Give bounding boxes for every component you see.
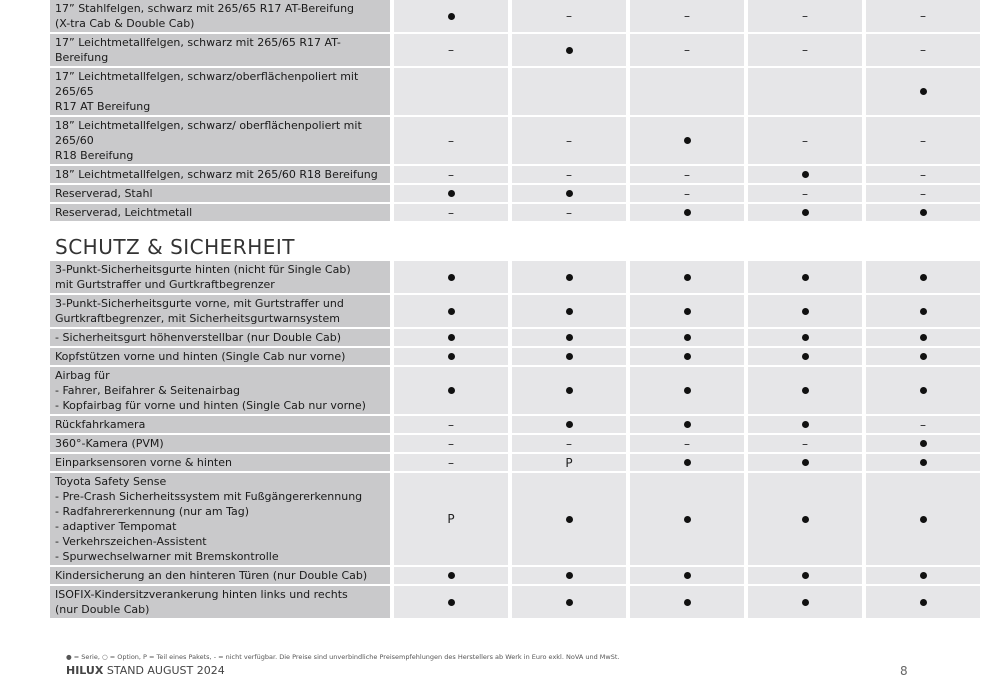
standard-dot-icon [448, 308, 455, 315]
standard-dot-icon [920, 209, 927, 216]
availability-cell [630, 586, 744, 618]
feature-label [50, 295, 390, 327]
feature-label-line: 17” Leichtmetallfelgen, schwarz/oberflächenpoliert mit 265/65 [55, 70, 359, 98]
availability-cell [866, 185, 980, 202]
availability-cell [630, 416, 744, 433]
availability-cell [512, 261, 626, 293]
availability-cell [394, 473, 508, 565]
availability-cell [630, 367, 744, 414]
standard-dot-icon [684, 353, 691, 360]
table-row [50, 586, 985, 618]
availability-cell [512, 0, 626, 32]
feature-label [50, 166, 390, 183]
standard-dot-icon [684, 599, 691, 606]
availability-cell [748, 185, 862, 202]
feature-label-line: mit Gurtstraffer und Gurtkraftbegrenzer [55, 278, 275, 291]
availability-cell [394, 261, 508, 293]
not-available-mark: – [920, 9, 926, 23]
availability-cell [512, 166, 626, 183]
not-available-mark: – [684, 9, 690, 23]
availability-cell [748, 204, 862, 221]
availability-cell [748, 329, 862, 346]
not-available-mark: – [566, 205, 572, 220]
availability-cell [630, 204, 744, 221]
standard-dot-icon [802, 353, 809, 360]
availability-cell [512, 435, 626, 452]
standard-dot-icon [684, 387, 691, 394]
table-row [50, 185, 985, 202]
standard-dot-icon [684, 308, 691, 315]
feature-label [50, 329, 390, 346]
not-available-mark: – [920, 186, 926, 201]
not-available-mark: – [566, 133, 572, 148]
table-row [50, 416, 985, 433]
standard-dot-icon [802, 387, 809, 394]
feature-label-line: Reserverad, Stahl [55, 187, 153, 200]
feature-label-line: 17” Leichtmetallfelgen, schwarz mit 265/65 R17 AT-Bereifung [55, 36, 341, 64]
availability-cell [866, 68, 980, 115]
availability-cell [630, 0, 744, 32]
footer-brand: HILUX [66, 664, 104, 677]
availability-cell [394, 166, 508, 183]
availability-cell [394, 204, 508, 221]
availability-cell [512, 295, 626, 327]
feature-label-line: 18” Leichtmetallfelgen, schwarz mit 265/60 R18 Bereifung [55, 168, 378, 181]
availability-cell [866, 295, 980, 327]
not-available-mark: – [448, 43, 454, 57]
table-row [50, 329, 985, 346]
availability-cell [866, 117, 980, 164]
availability-cell [748, 367, 862, 414]
availability-cell [394, 435, 508, 452]
feature-label-line: 360°-Kamera (PVM) [55, 437, 164, 450]
not-available-mark: – [802, 43, 808, 57]
feature-label [50, 34, 390, 66]
availability-cell [866, 329, 980, 346]
standard-dot-icon [920, 387, 927, 394]
availability-cell [630, 34, 744, 66]
standard-dot-icon [920, 88, 927, 95]
standard-dot-icon [448, 387, 455, 394]
feature-label-line: R18 Bereifung [55, 149, 134, 162]
feature-label-line: 3-Punkt-Sicherheitsgurte vorne, mit Gurtstraffer und [55, 297, 344, 310]
not-available-mark: – [920, 43, 926, 57]
not-available-mark: – [448, 436, 454, 451]
availability-cell [630, 329, 744, 346]
availability-cell [394, 329, 508, 346]
availability-cell [394, 68, 508, 115]
feature-label-line: Rückfahrkamera [55, 418, 146, 431]
availability-cell [394, 586, 508, 618]
standard-dot-icon [448, 599, 455, 606]
availability-cell [748, 261, 862, 293]
availability-cell [748, 68, 862, 115]
table-row [50, 166, 985, 183]
standard-dot-icon [566, 353, 573, 360]
standard-dot-icon [566, 334, 573, 341]
page-footer [66, 664, 225, 677]
standard-dot-icon [920, 572, 927, 579]
availability-cell [630, 117, 744, 164]
availability-cell [512, 185, 626, 202]
feature-label-line: (X-tra Cab & Double Cab) [55, 17, 195, 30]
table-row [50, 435, 985, 452]
availability-cell [866, 567, 980, 584]
feature-label-line: Kindersicherung an den hinteren Türen (nur Double Cab) [55, 569, 368, 582]
availability-cell [394, 117, 508, 164]
availability-cell [748, 567, 862, 584]
feature-label [50, 367, 390, 414]
not-available-mark: – [684, 167, 690, 182]
availability-cell [866, 348, 980, 365]
standard-dot-icon [802, 572, 809, 579]
feature-label-line: - Sicherheitsgurt höhenverstellbar (nur Double Cab) [55, 331, 342, 344]
availability-cell [394, 348, 508, 365]
table-row [50, 34, 985, 66]
standard-dot-icon [684, 274, 691, 281]
not-available-mark: – [920, 167, 926, 182]
availability-cell [866, 435, 980, 452]
standard-dot-icon [802, 421, 809, 428]
availability-cell [866, 586, 980, 618]
table-row [50, 367, 985, 414]
availability-cell [630, 68, 744, 115]
standard-dot-icon [566, 572, 573, 579]
feature-label [50, 416, 390, 433]
feature-label-line: Kopfstützen vorne und hinten (Single Cab nur vorne) [55, 350, 346, 363]
availability-cell [512, 204, 626, 221]
availability-cell [512, 567, 626, 584]
not-available-mark: – [920, 133, 926, 148]
standard-dot-icon [684, 209, 691, 216]
availability-cell [748, 435, 862, 452]
standard-dot-icon [920, 308, 927, 315]
availability-cell [512, 329, 626, 346]
standard-dot-icon [448, 353, 455, 360]
availability-cell [748, 117, 862, 164]
table-row [50, 567, 985, 584]
availability-cell [630, 473, 744, 565]
standard-dot-icon [566, 387, 573, 394]
not-available-mark: – [448, 133, 454, 148]
standard-dot-icon [684, 516, 691, 523]
feature-label-line: 18” Leichtmetallfelgen, schwarz/ oberflächenpoliert mit 265/60 [55, 119, 362, 147]
availability-cell [866, 166, 980, 183]
feature-label-line: - Pre-Crash Sicherheitssystem mit Fußgängererkennung [55, 490, 363, 503]
feature-label [50, 348, 390, 365]
equipment-sheet [50, 0, 985, 620]
package-mark: P [447, 512, 455, 526]
not-available-mark: – [448, 417, 454, 432]
availability-cell [394, 0, 508, 32]
availability-cell [866, 473, 980, 565]
feature-label-line: 3-Punkt-Sicherheitsgurte hinten (nicht für Single Cab) [55, 263, 351, 276]
standard-dot-icon [920, 516, 927, 523]
equipment-table-wheels [50, 0, 985, 223]
availability-cell [748, 0, 862, 32]
standard-dot-icon [566, 47, 573, 54]
standard-dot-icon [802, 274, 809, 281]
feature-label-line: Einparksensoren vorne & hinten [55, 456, 232, 469]
feature-label-line: - Kopfairbag für vorne und hinten (Single Cab nur vorne) [55, 399, 366, 412]
table-row [50, 473, 985, 565]
availability-cell [512, 117, 626, 164]
feature-label-line: - Verkehrszeichen-Assistent [55, 535, 207, 548]
feature-label-line: - Spurwechselwarner mit Bremskontrolle [55, 550, 279, 563]
not-available-mark: – [802, 186, 808, 201]
not-available-mark: – [802, 133, 808, 148]
standard-dot-icon [920, 459, 927, 466]
standard-dot-icon [802, 308, 809, 315]
availability-cell [748, 166, 862, 183]
feature-label-line: 17” Stahlfelgen, schwarz mit 265/65 R17 AT-Bereifung [55, 2, 355, 15]
availability-cell [394, 416, 508, 433]
standard-dot-icon [566, 599, 573, 606]
feature-label [50, 473, 390, 565]
availability-cell [394, 454, 508, 471]
standard-dot-icon [448, 190, 455, 197]
feature-label [50, 204, 390, 221]
standard-dot-icon [802, 209, 809, 216]
availability-cell [866, 416, 980, 433]
not-available-mark: – [448, 167, 454, 182]
feature-label-line: R17 AT Bereifung [55, 100, 151, 113]
availability-cell [630, 435, 744, 452]
standard-dot-icon [566, 421, 573, 428]
availability-cell [866, 367, 980, 414]
availability-cell [748, 473, 862, 565]
availability-cell [630, 348, 744, 365]
availability-cell [630, 567, 744, 584]
not-available-mark: – [684, 436, 690, 451]
feature-label-line: Toyota Safety Sense [55, 475, 167, 488]
not-available-mark: – [566, 167, 572, 182]
standard-dot-icon [684, 459, 691, 466]
standard-dot-icon [684, 334, 691, 341]
availability-cell [394, 295, 508, 327]
table-row [50, 204, 985, 221]
standard-dot-icon [566, 190, 573, 197]
availability-cell [630, 166, 744, 183]
feature-label [50, 68, 390, 115]
feature-label-line: Airbag für [55, 369, 110, 382]
availability-cell [512, 473, 626, 565]
availability-cell [630, 454, 744, 471]
availability-cell [394, 367, 508, 414]
availability-cell [394, 34, 508, 66]
availability-cell [866, 204, 980, 221]
availability-cell [748, 348, 862, 365]
standard-dot-icon [448, 334, 455, 341]
standard-dot-icon [566, 308, 573, 315]
not-available-mark: – [448, 205, 454, 220]
availability-cell [748, 586, 862, 618]
standard-dot-icon [802, 334, 809, 341]
availability-cell [630, 261, 744, 293]
availability-cell [866, 0, 980, 32]
feature-label [50, 567, 390, 584]
legend-note: ● = Serie, ○ = Option, P = Teil eines Pakets, - = nicht verfügbar. Die Preise sind unverbindliche Preisempfehlungen des Herstellers ab Werk in Euro exkl. NoVA und MwSt. [66, 653, 620, 661]
standard-dot-icon [448, 274, 455, 281]
standard-dot-icon [684, 572, 691, 579]
not-available-mark: – [684, 186, 690, 201]
availability-cell [512, 416, 626, 433]
availability-cell [748, 295, 862, 327]
standard-dot-icon [920, 440, 927, 447]
standard-dot-icon [802, 599, 809, 606]
availability-cell [866, 261, 980, 293]
standard-dot-icon [684, 137, 691, 144]
feature-label-line: Gurtkraftbegrenzer, mit Sicherheitsgurtwarnsystem [55, 312, 340, 325]
feature-label-line: - Radfahrererkennung (nur am Tag) [55, 505, 250, 518]
availability-cell [748, 34, 862, 66]
footer-text: STAND AUGUST 2024 [103, 664, 225, 677]
feature-label [50, 261, 390, 293]
standard-dot-icon [566, 274, 573, 281]
not-available-mark: – [448, 455, 454, 470]
page-number: 8 [900, 664, 908, 678]
standard-dot-icon [920, 334, 927, 341]
availability-cell [512, 348, 626, 365]
availability-cell [394, 185, 508, 202]
standard-dot-icon [802, 171, 809, 178]
availability-cell [748, 416, 862, 433]
availability-cell [630, 185, 744, 202]
feature-label [50, 435, 390, 452]
not-available-mark: – [920, 417, 926, 432]
table-row [50, 261, 985, 293]
availability-cell [512, 586, 626, 618]
standard-dot-icon [920, 353, 927, 360]
table-row [50, 454, 985, 471]
package-mark: P [565, 455, 573, 470]
feature-label [50, 454, 390, 471]
not-available-mark: – [802, 9, 808, 23]
feature-label-line: - adaptiver Tempomat [55, 520, 177, 533]
availability-cell [394, 567, 508, 584]
table-row [50, 117, 985, 164]
table-row [50, 348, 985, 365]
feature-label [50, 117, 390, 164]
feature-label-line: ISOFIX-Kindersitzverankerung hinten links und rechts [55, 588, 348, 601]
not-available-mark: – [566, 436, 572, 451]
feature-label [50, 586, 390, 618]
feature-label [50, 0, 390, 32]
not-available-mark: – [802, 436, 808, 451]
availability-cell [748, 454, 862, 471]
standard-dot-icon [920, 599, 927, 606]
standard-dot-icon [448, 13, 455, 20]
availability-cell [512, 34, 626, 66]
standard-dot-icon [802, 459, 809, 466]
availability-cell [512, 68, 626, 115]
not-available-mark: – [684, 43, 690, 57]
standard-dot-icon [802, 516, 809, 523]
standard-dot-icon [566, 516, 573, 523]
feature-label-line: - Fahrer, Beifahrer & Seitenairbag [55, 384, 241, 397]
standard-dot-icon [920, 274, 927, 281]
feature-label [50, 185, 390, 202]
availability-cell [630, 295, 744, 327]
availability-cell [866, 454, 980, 471]
table-row [50, 68, 985, 115]
table-row [50, 0, 985, 32]
feature-label-line: (nur Double Cab) [55, 603, 150, 616]
equipment-table-safety [50, 261, 985, 620]
table-row [50, 295, 985, 327]
availability-cell [866, 34, 980, 66]
availability-cell [512, 367, 626, 414]
section-title: SCHUTZ & SICHERHEIT [55, 235, 295, 259]
feature-label-line: Reserverad, Leichtmetall [55, 206, 193, 219]
standard-dot-icon [448, 572, 455, 579]
not-available-mark: – [566, 9, 572, 23]
standard-dot-icon [684, 421, 691, 428]
availability-cell [512, 454, 626, 471]
